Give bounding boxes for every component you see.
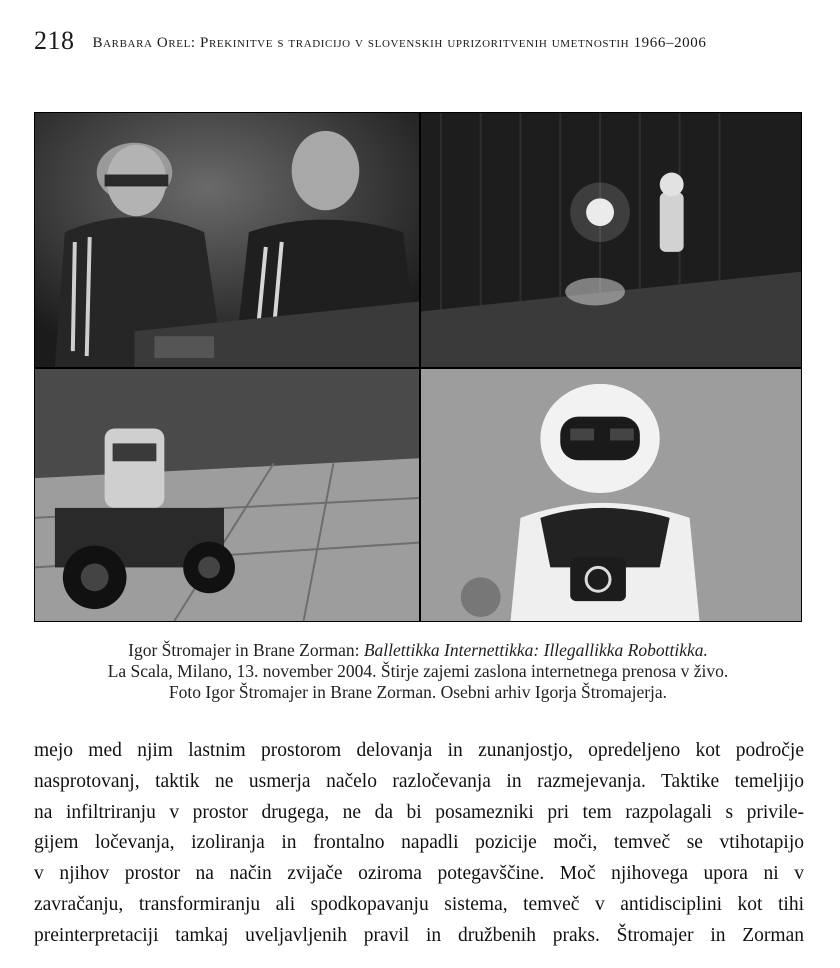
photo-robot-closeup — [420, 368, 802, 622]
caption-line-2: La Scala, Milano, 13. november 2004. Štirje zajemi zaslona internetnega prenosa v živo. — [107, 661, 729, 681]
body-line: preinterpretaciji tamkaj uveljavljenih pravil in družbenih praks. Štromajer in Zorman — [34, 924, 804, 946]
figure-caption — [34, 640, 802, 703]
caption-work-title: Ballettikka Internettikka: Illegallikka Robottikka. — [363, 640, 708, 660]
page-header — [34, 26, 814, 56]
figure-photo-grid — [34, 112, 802, 622]
running-head: Barbara Orel: Prekinitve s tradicijo v slovenskih uprizoritvenih umetnostih 1966–2006 — [92, 35, 707, 51]
photo-operators — [34, 112, 420, 368]
caption-line-3: Foto Igor Štromajer in Brane Zorman. Osebni arhiv Igorja Štromajerja. — [168, 682, 668, 702]
page-number: 218 — [34, 26, 75, 55]
body-line: mejo med njim lastnim prostorom delovanja in zunanjostjo, opredeljeno kot področje — [34, 740, 804, 761]
caption-credit: Igor Štromajer in Brane Zorman: — [128, 640, 364, 660]
photo-stage-robot — [420, 112, 802, 368]
body-line: gijem ločevanja, izoliranja in frontalno napadli pozicije moči, temveč se vtihotapijo — [34, 832, 804, 854]
body-line: na infiltriranju v prostor drugega, ne da bi posamezniki pri tem razpolagali s privile- — [34, 801, 804, 823]
body-paragraph — [34, 736, 804, 952]
body-line: v njihov prostor na način zvijače oziroma potegavščine. Moč njihovega upora ni v — [34, 863, 804, 885]
photo-rc-vehicle — [34, 368, 420, 622]
body-line: zavračanju, transformiranju ali spodkopavanju sistema, temveč v antidisciplini kot tihi — [34, 893, 804, 915]
caption-line-1 — [34, 640, 802, 661]
body-line: nasprotovanj, taktik ne usmerja načelo razločevanja in razmejevanja. Taktike temeljijo — [34, 770, 804, 792]
